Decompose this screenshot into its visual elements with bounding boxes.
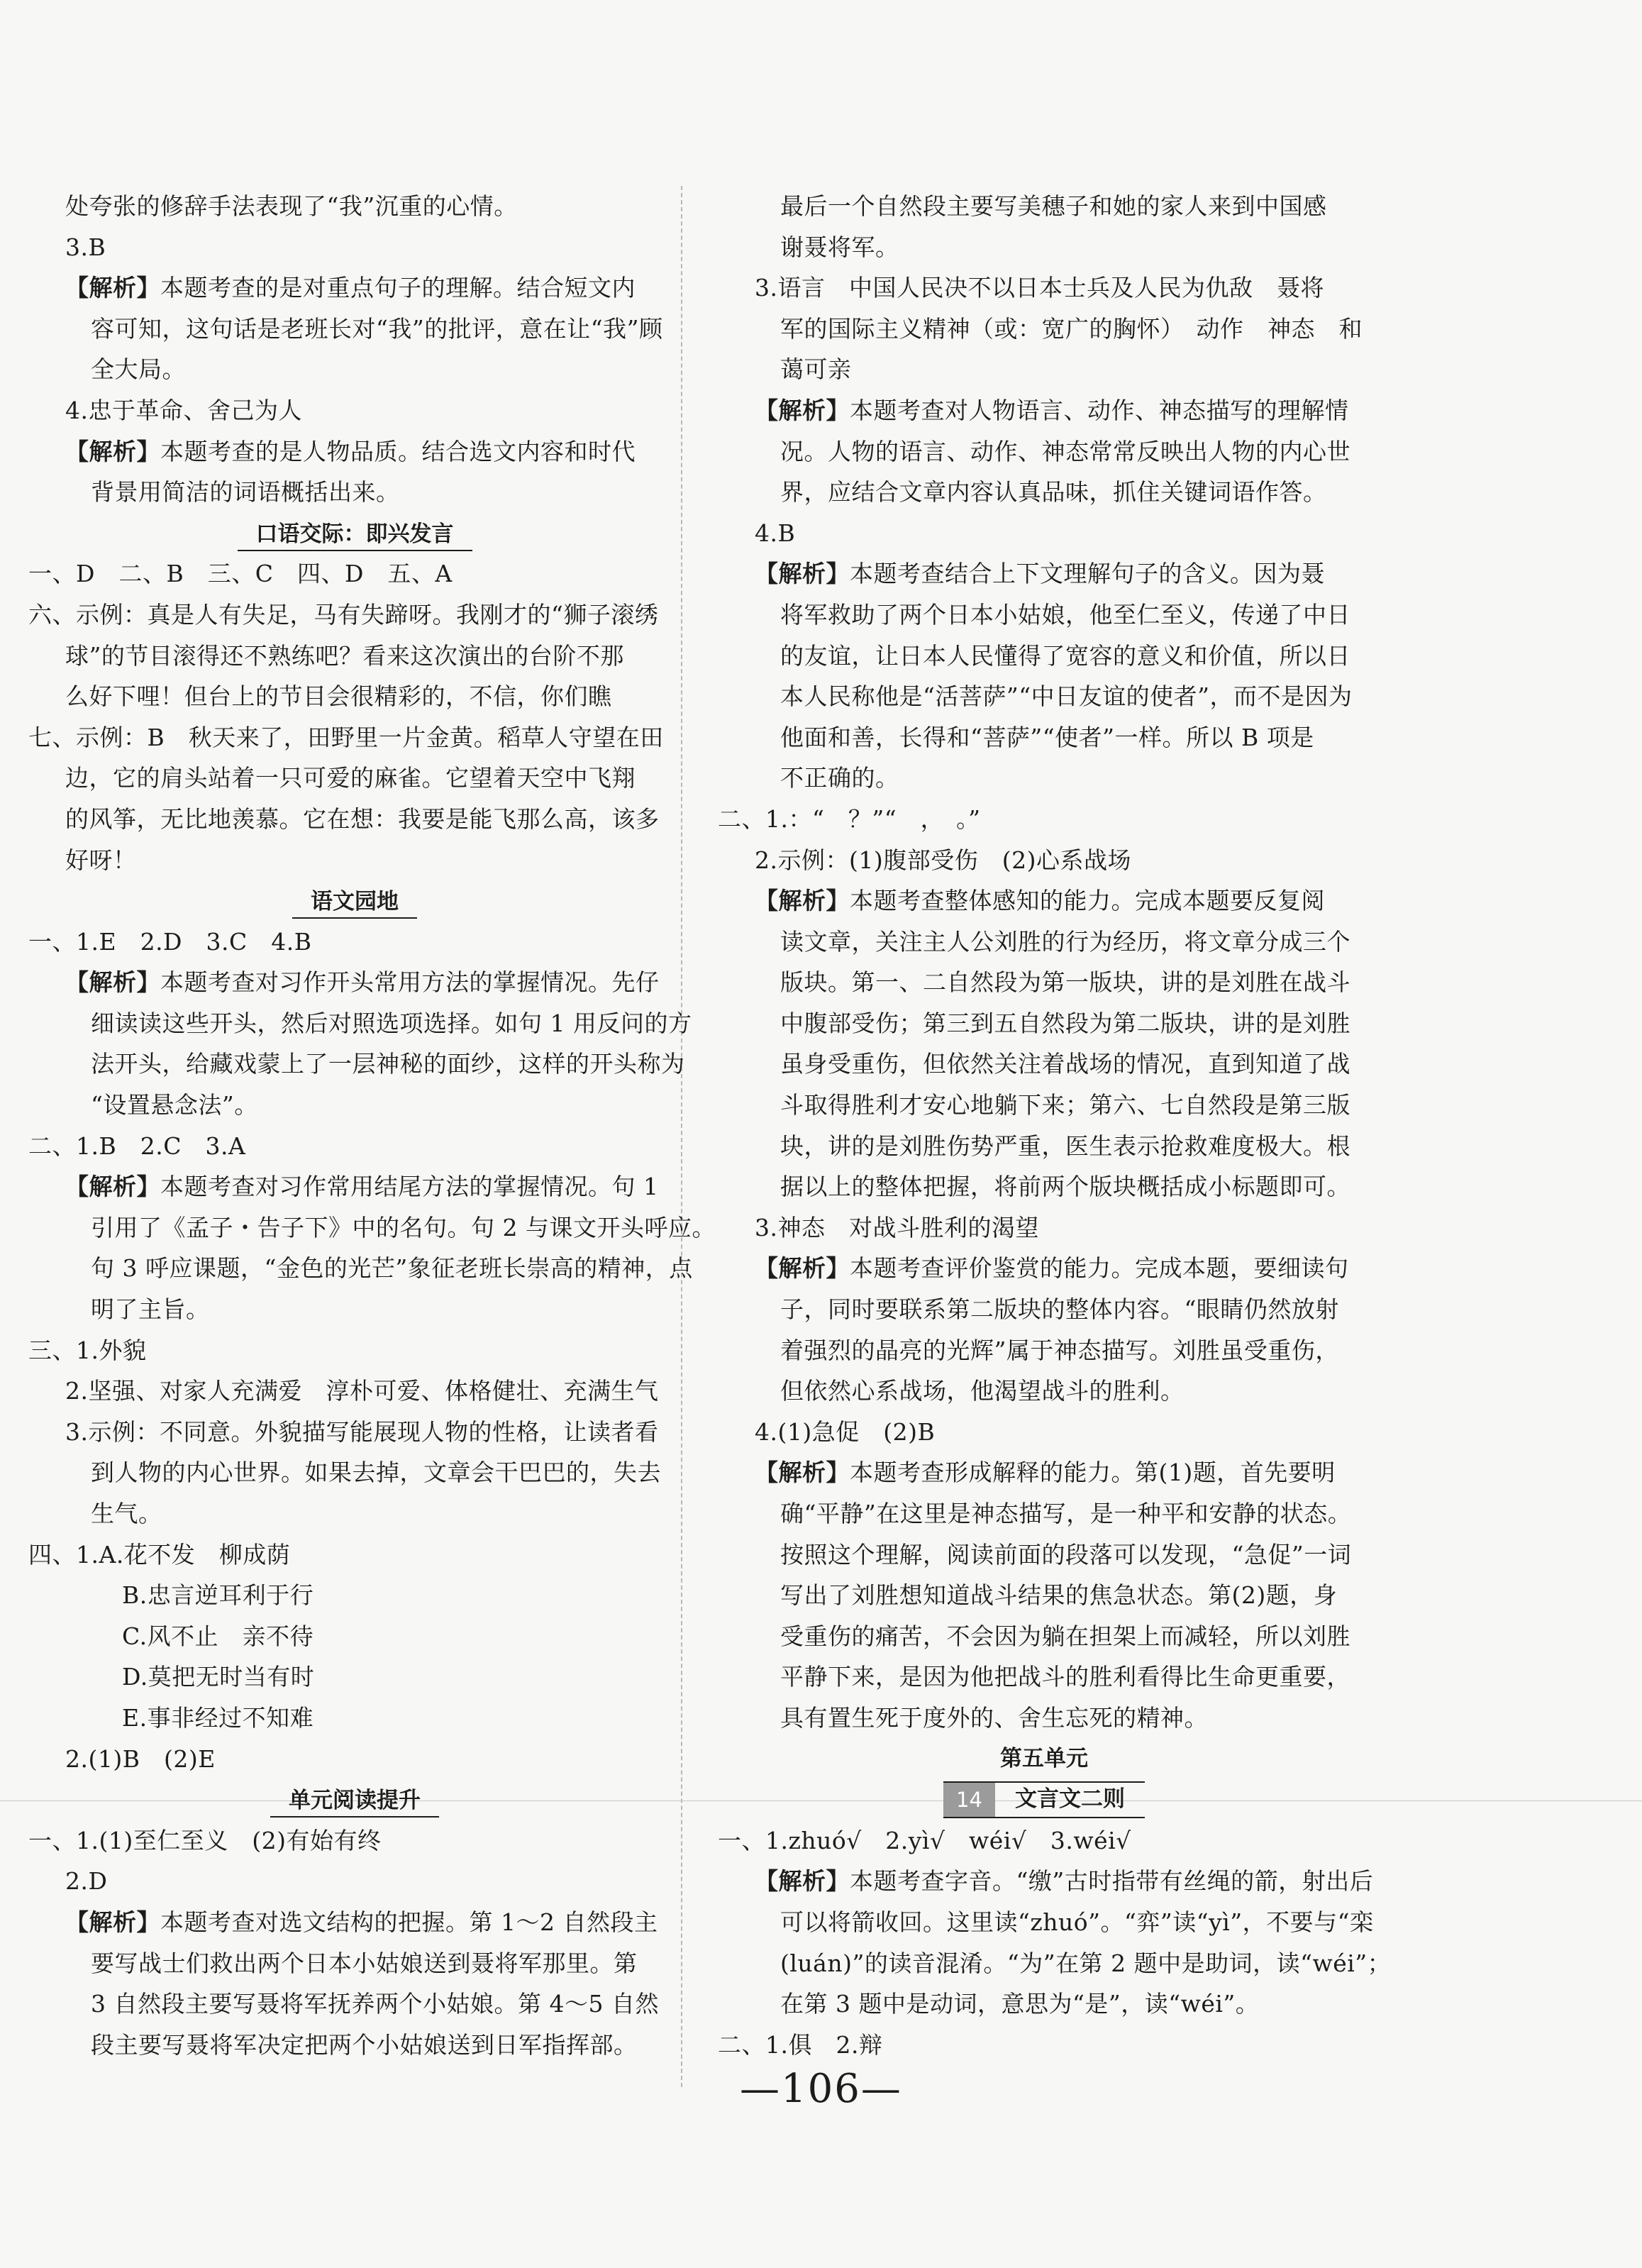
line-text: 确“平静”在这里是神态描写，是一种平和安静的状态。: [780, 1500, 1352, 1527]
answer-line: [28, 1044, 685, 1085]
answer-line: [28, 1943, 681, 1984]
answer-line: [718, 1126, 1370, 1167]
line-text: 一、1.E 2.D 3.C 4.B: [28, 927, 312, 956]
answer-line: [28, 349, 681, 390]
answer-line: [28, 840, 681, 881]
line-text: 段主要写聂将军决定把两个小姑娘送到日军指挥部。: [91, 2030, 638, 2059]
line-text: 要写战士们救出两个日本小姑娘送到聂将军那里。第: [91, 1949, 638, 1977]
line-text: 具有置生死于度外的、舍生忘死的精神。: [780, 1703, 1208, 1732]
line-text: 2.(1)B (2)E: [65, 1744, 216, 1773]
line-text: 况。人物的语言、动作、神态常常反映出人物的内心世: [780, 437, 1350, 465]
answer-line: [28, 472, 681, 513]
answer-line: [28, 390, 681, 431]
line-text: 本题考查的是人物品质。结合选文内容和时代: [160, 437, 636, 465]
line-text: 2.D: [65, 1867, 108, 1896]
answer-line: [28, 1820, 681, 1862]
answer-line: [28, 1085, 681, 1126]
line-text: 将军救助了两个日本小姑娘，他至仁至义，传递了中日: [780, 600, 1350, 629]
answer-line: [718, 880, 1370, 922]
line-text: 蔼可亲: [780, 355, 852, 384]
answer-line: [718, 513, 1370, 554]
lesson-title: 文言文二则: [1014, 1786, 1125, 1813]
answer-line: [718, 1534, 1370, 1576]
line-text: 引用了《孟子・告子下》中的名句。句 2 与课文开头呼应。: [91, 1213, 716, 1241]
left-column: [28, 186, 716, 2065]
answer-line: [28, 1207, 716, 1249]
answer-line: [28, 267, 681, 309]
line-text: 2.示例：(1)腹部受伤 (2)心系战场: [755, 846, 1131, 874]
answer-line: [718, 799, 1370, 840]
line-text: “设置悬念法”。: [91, 1091, 258, 1119]
answer-line: [718, 267, 1370, 309]
line-text: 按照这个理解，阅读前面的段落可以发现，“急促”一词: [780, 1540, 1352, 1569]
answer-line: [28, 1616, 681, 1657]
answer-line: [718, 1861, 1374, 1902]
answer-line: [718, 717, 1370, 758]
line-text: 背景用简洁的词语概括出来。: [91, 478, 400, 507]
answer-line: [718, 1330, 1370, 1371]
answer-line: [718, 1575, 1370, 1616]
line-text: 生气。: [91, 1500, 162, 1527]
line-text: 句 3 呼应课题，“金色的光芒”象征老班长崇高的精神，点: [91, 1254, 693, 1283]
line-text: 4.(1)急促 (2)B: [755, 1417, 936, 1446]
line-text: 细读读这些开头，然后对照选项选择。如句 1 用反问的方: [91, 1009, 692, 1037]
answer-line: [28, 2025, 681, 2066]
line-text: 谢聂将军。: [780, 233, 899, 261]
lesson-heading: [718, 1779, 1370, 1820]
line-text: 的风筝，无比地羡慕。它在想：我要是能飞那么高，该多: [65, 804, 660, 833]
right-column: [718, 186, 1392, 2065]
line-text: (luán)”的读音混淆。“为”在第 2 题中是助词，读“wéi”；: [780, 1949, 1392, 1977]
line-text: 受重伤的痛苦，不会因为躺在担架上而减轻，所以刘胜: [780, 1622, 1350, 1650]
answer-line: [28, 1861, 681, 1902]
section-heading: [28, 880, 681, 922]
line-text: 处夸张的修辞手法表现了“我”沉重的心情。: [65, 192, 518, 220]
answer-line: [28, 1126, 681, 1167]
section-heading-text: 口语交际：即兴发言: [238, 519, 472, 551]
line-text: 到人物的内心世界。如果去掉，文章会干巴巴的，失去: [91, 1459, 661, 1487]
line-text: 平静下来，是因为他把战斗的胜利看得比生命更重要，: [780, 1663, 1350, 1691]
answer-line: [28, 594, 681, 636]
answer-line: [718, 1452, 1370, 1493]
answer-line: [718, 1493, 1370, 1534]
answer-line: [28, 1534, 681, 1576]
line-text: 一、1.zhuó√ 2.yì√ wéi√ 3.wéi√: [718, 1826, 1131, 1854]
line-text: 本题考查对习作开头常用方法的掌握情况。先仔: [160, 968, 660, 997]
answer-line: [718, 2025, 1370, 2066]
line-text: 版块。第一、二自然段为第一版块，讲的是刘胜在战斗: [780, 968, 1350, 997]
line-text: 3 自然段主要写聂将军抚养两个小姑娘。第 4～5 自然: [91, 1990, 659, 2018]
lesson-number: 14: [943, 1783, 995, 1817]
answer-line: [28, 922, 681, 963]
answer-line: [718, 1656, 1370, 1698]
answer-line: [718, 1616, 1370, 1657]
answer-line: [718, 1166, 1370, 1207]
line-text: C.风不止 亲不待: [122, 1622, 314, 1650]
answer-line: [28, 717, 681, 758]
column-divider: [681, 186, 682, 2087]
answer-line: [718, 472, 1370, 513]
answer-line: [28, 962, 681, 1003]
analysis-label: 【解析】: [65, 1173, 160, 1201]
line-text: 二、1.俱 2.辩: [718, 2030, 883, 2059]
section-heading-text: 单元阅读提升: [270, 1785, 439, 1818]
line-text: 3.神态 对战斗胜利的渴望: [755, 1213, 1039, 1241]
answer-line: [28, 1371, 681, 1412]
answer-line: [718, 431, 1370, 472]
answer-line: [718, 553, 1370, 594]
section-heading: [28, 513, 681, 554]
answer-line: [28, 1575, 681, 1616]
line-text: 4.忠于革命、舍己为人: [65, 396, 302, 424]
line-text: 一、D 二、B 三、C 四、D 五、A: [28, 560, 453, 588]
answer-line: [718, 1371, 1370, 1412]
line-text: 可以将箭收回。这里读“zhuó”。“弈”读“yì”，不要与“栾: [780, 1908, 1374, 1936]
answer-line: [28, 186, 681, 227]
line-text: 本题考查字音。“缴”古时指带有丝绳的箭，射出后: [850, 1867, 1374, 1896]
section-heading-text: 语文园地: [292, 886, 417, 919]
answer-line: [718, 676, 1370, 717]
line-text: 么好下哩！但台上的节目会很精彩的，不信，你们瞧: [65, 682, 612, 711]
answer-line: [28, 1452, 681, 1493]
answer-line: [28, 1412, 681, 1453]
answer-line: [718, 390, 1370, 431]
answer-line: [718, 1085, 1370, 1126]
analysis-label: 【解析】: [755, 1867, 850, 1896]
line-text: 写出了刘胜想知道战斗结果的焦急状态。第(2)题，身: [780, 1581, 1338, 1610]
answer-line: [718, 962, 1370, 1003]
answer-line: [718, 227, 1370, 268]
answer-line: [718, 594, 1370, 636]
line-text: 在第 3 题中是动词，意思为“是”，读“wéi”。: [780, 1990, 1260, 2018]
line-text: 二、1.B 2.C 3.A: [28, 1132, 246, 1160]
answer-line: [28, 1656, 681, 1698]
line-text: 军的国际主义精神（或：宽广的胸怀） 动作 神态 和: [780, 314, 1363, 343]
analysis-label: 【解析】: [755, 1459, 850, 1487]
answer-line: [28, 1289, 681, 1330]
line-text: 读文章，关注主人公刘胜的行为经历，将文章分成三个: [780, 927, 1350, 956]
analysis-label: 【解析】: [755, 1254, 850, 1283]
answer-line: [718, 922, 1370, 963]
line-text: E.事非经过不知难: [122, 1703, 314, 1732]
line-text: 本题考查整体感知的能力。完成本题要反复阅: [850, 887, 1325, 915]
answer-line: [28, 799, 681, 840]
line-text: 法开头，给藏戏蒙上了一层神秘的面纱，这样的开头称为: [91, 1050, 685, 1078]
answer-line: [28, 758, 681, 799]
answer-line: [28, 553, 681, 594]
answer-line: [28, 676, 681, 717]
line-text: 二、1.：“ ？”“ ， 。”: [718, 804, 981, 833]
line-text: 好呀！: [65, 846, 137, 874]
line-text: 的友谊，让日本人民懂得了宽容的意义和价值，所以日: [780, 641, 1350, 670]
line-text: 本题考查的是对重点句子的理解。结合短文内: [160, 274, 636, 302]
answer-line: [718, 1003, 1370, 1044]
analysis-label: 【解析】: [755, 887, 850, 915]
answer-line: [718, 1943, 1392, 1984]
line-text: 本题考查对人物语言、动作、神态描写的理解情: [850, 396, 1349, 424]
answer-line: [718, 1248, 1370, 1289]
analysis-label: 【解析】: [65, 437, 160, 465]
line-text: 中腹部受伤；第三到五自然段为第二版块，讲的是刘胜: [780, 1009, 1350, 1037]
analysis-label: 【解析】: [65, 274, 160, 302]
line-text: 界，应结合文章内容认真品味，抓住关键词语作答。: [780, 478, 1327, 507]
line-text: 2.坚强、对家人充满爱 淳朴可爱、体格健壮、充满生气: [65, 1377, 659, 1405]
answer-line: [28, 1739, 681, 1780]
line-text: 球”的节目滚得还不熟练吧？看来这次演出的台阶不那: [65, 641, 624, 670]
answer-line: [28, 1902, 681, 1943]
answer-line: [718, 309, 1370, 350]
line-text: 虽身受重伤，但依然关注着战场的情况，直到知道了战: [780, 1050, 1350, 1078]
page-number: —106—: [740, 2066, 902, 2112]
answer-line: [28, 1003, 692, 1044]
line-text: B.忠言逆耳利于行: [122, 1581, 314, 1610]
line-text: 边，它的肩头站着一只可爱的麻雀。它望着天空中飞翔: [65, 764, 636, 792]
answer-line: [718, 1207, 1370, 1249]
line-text: 本题考查对选文结构的把握。第 1～2 自然段主: [160, 1908, 658, 1936]
answer-line: [718, 1412, 1370, 1453]
answer-line: [28, 1984, 681, 2025]
line-text: 着强烈的晶亮的光辉”属于神态描写。刘胜虽受重伤，: [780, 1336, 1339, 1364]
answer-line: [718, 349, 1370, 390]
answer-line: [718, 1902, 1374, 1943]
line-text: 斗取得胜利才安心地躺下来；第六、七自然段是第三版: [780, 1091, 1350, 1119]
answer-line: [718, 840, 1370, 881]
line-text: 容可知，这句话是老班长对“我”的批评，意在让“我”顾: [91, 314, 663, 343]
line-text: 3.示例：不同意。外貌描写能展现人物的性格，让读者看: [65, 1417, 659, 1446]
line-text: 子，同时要联系第二版块的整体内容。“眼睛仍然放射: [780, 1295, 1339, 1324]
line-text: 本题考查对习作常用结尾方法的掌握情况。句 1: [160, 1173, 659, 1201]
line-text: 本题考查结合上下文理解句子的含义。因为聂: [850, 560, 1325, 588]
line-text: 本人民称他是“活菩萨”“中日友谊的使者”，而不是因为: [780, 682, 1353, 711]
answer-line: [28, 227, 681, 268]
line-text: 本题考查评价鉴赏的能力。完成本题，要细读句: [850, 1254, 1349, 1283]
unit-title: 第五单元: [1000, 1745, 1088, 1771]
analysis-label: 【解析】: [65, 1908, 160, 1936]
answer-line: [718, 1289, 1370, 1330]
line-text: 本题考查形成解释的能力。第(1)题，首先要明: [850, 1459, 1336, 1487]
line-text: 据以上的整体把握，将前两个版块概括成小标题即可。: [780, 1173, 1350, 1201]
answer-line: [28, 1330, 681, 1371]
line-text: 七、示例：B 秋天来了，田野里一片金黄。稻草人守望在田: [28, 723, 664, 751]
line-text: 4.B: [755, 519, 796, 547]
line-text: 但依然心系战场，他渴望战斗的胜利。: [780, 1377, 1185, 1405]
line-text: 三、1.外貌: [28, 1336, 147, 1364]
answer-line: [28, 636, 681, 677]
analysis-label: 【解析】: [65, 968, 160, 997]
answer-line: [28, 1248, 693, 1289]
section-heading: [28, 1779, 681, 1820]
line-text: 全大局。: [91, 355, 186, 384]
analysis-label: 【解析】: [755, 560, 850, 588]
answer-line: [718, 186, 1370, 227]
line-text: 他面和善，长得和“菩萨”“使者”一样。所以 B 项是: [780, 723, 1314, 751]
line-text: 3.B: [65, 233, 106, 261]
answer-line: [28, 431, 681, 472]
line-text: 明了主旨。: [91, 1295, 210, 1324]
answer-line: [718, 1984, 1370, 2025]
answer-line: [718, 636, 1370, 677]
answer-line: [718, 758, 1370, 799]
line-text: 四、1.A.花不发 柳成荫: [28, 1540, 291, 1569]
line-text: 一、1.(1)至仁至义 (2)有始有终: [28, 1826, 382, 1854]
line-text: 最后一个自然段主要写美穗子和她的家人来到中国感: [780, 192, 1327, 220]
line-text: 六、示例：真是人有失足，马有失蹄呀。我刚才的“狮子滚绣: [28, 600, 659, 629]
answer-line: [28, 309, 681, 350]
answer-line: [28, 1698, 681, 1739]
line-text: D.莫把无时当有时: [122, 1663, 315, 1691]
line-text: 3.语言 中国人民决不以日本士兵及人民为仇敌 聂将: [755, 274, 1324, 302]
answer-line: [718, 1698, 1370, 1739]
line-text: 不正确的。: [780, 764, 899, 792]
answer-line: [718, 1820, 1370, 1862]
answer-line: [718, 1044, 1370, 1085]
analysis-label: 【解析】: [755, 396, 850, 424]
line-text: 块，讲的是刘胜伤势严重，医生表示抢救难度极大。根: [780, 1132, 1350, 1160]
answer-line: [28, 1166, 681, 1207]
answer-line: [28, 1493, 681, 1534]
